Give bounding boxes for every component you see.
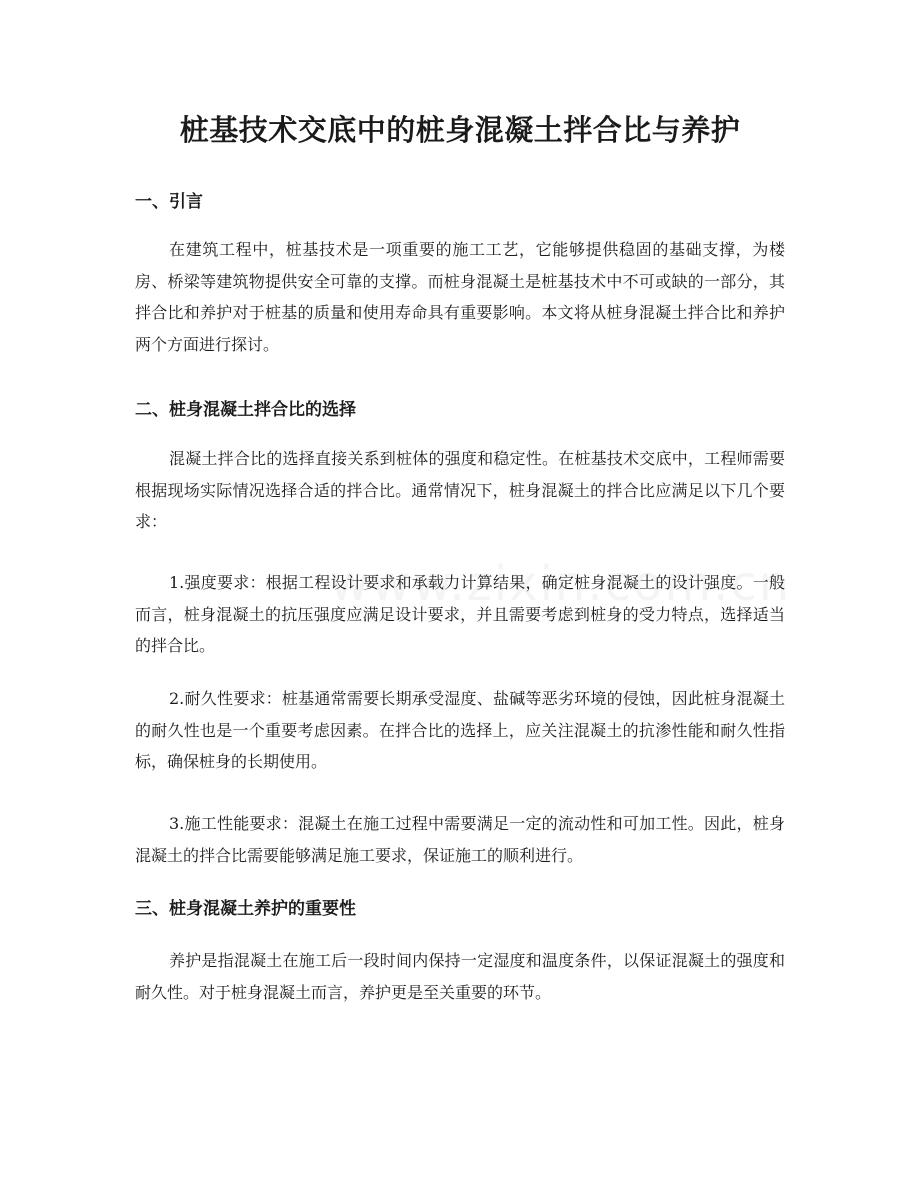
document-title: 桩基技术交底中的桩身混凝土拌合比与养护 <box>179 113 741 147</box>
section-heading-curing: 三、桩身混凝土养护的重要性 <box>135 899 356 919</box>
paragraph-curing: 养护是指混凝土在施工后一段时间内保持一定湿度和温度条件，以保证混凝土的强度和耐久性。对于桩身混凝土而言，养护更是至关重要的环节。 <box>135 951 785 1002</box>
paragraph-mix-ratio-intro: 混凝土拌合比的选择直接关系到桩体的强度和稳定性。在桩基技术交底中，工程师需要根据现场实际情况选择合适的拌合比。通常情况下，桩身混凝土的拌合比应满足以下几个要求： <box>135 449 785 531</box>
paragraph-durability-requirement: 2.耐久性要求：桩基通常需要长期承受湿度、盐碱等恶劣环境的侵蚀，因此桩身混凝土的耐久性也是一个重要考虑因素。在拌合比的选择上，应关注混凝土的抗渗性能和耐久性指标，确保桩身的长期使用。 <box>135 689 785 771</box>
section-heading-introduction: 一、引言 <box>135 192 203 212</box>
paragraph-workability-requirement: 3.施工性能要求：混凝土在施工过程中需要满足一定的流动性和可加工性。因此，桩身混凝土的拌合比需要能够满足施工要求，保证施工的顺利进行。 <box>135 814 785 865</box>
paragraph-strength-requirement: 1.强度要求：根据工程设计要求和承载力计算结果，确定桩身混凝土的设计强度。一般而言，桩身混凝土的抗压强度应满足设计要求，并且需要考虑到桩身的受力特点，选择适当的拌合比。 <box>135 573 785 655</box>
section-heading-mix-ratio: 二、桩身混凝土拌合比的选择 <box>135 400 356 420</box>
paragraph-introduction: 在建筑工程中，桩基技术是一项重要的施工工艺，它能够提供稳固的基础支撑，为楼房、桥梁等建筑物提供安全可靠的支撑。而桩身混凝土是桩基技术中不可或缺的一部分，其拌合比和养护对于桩基的质量和使用寿命具有重要影响。本文将从桩身混凝土拌合比和养护两个方面进行探讨。 <box>135 240 785 354</box>
